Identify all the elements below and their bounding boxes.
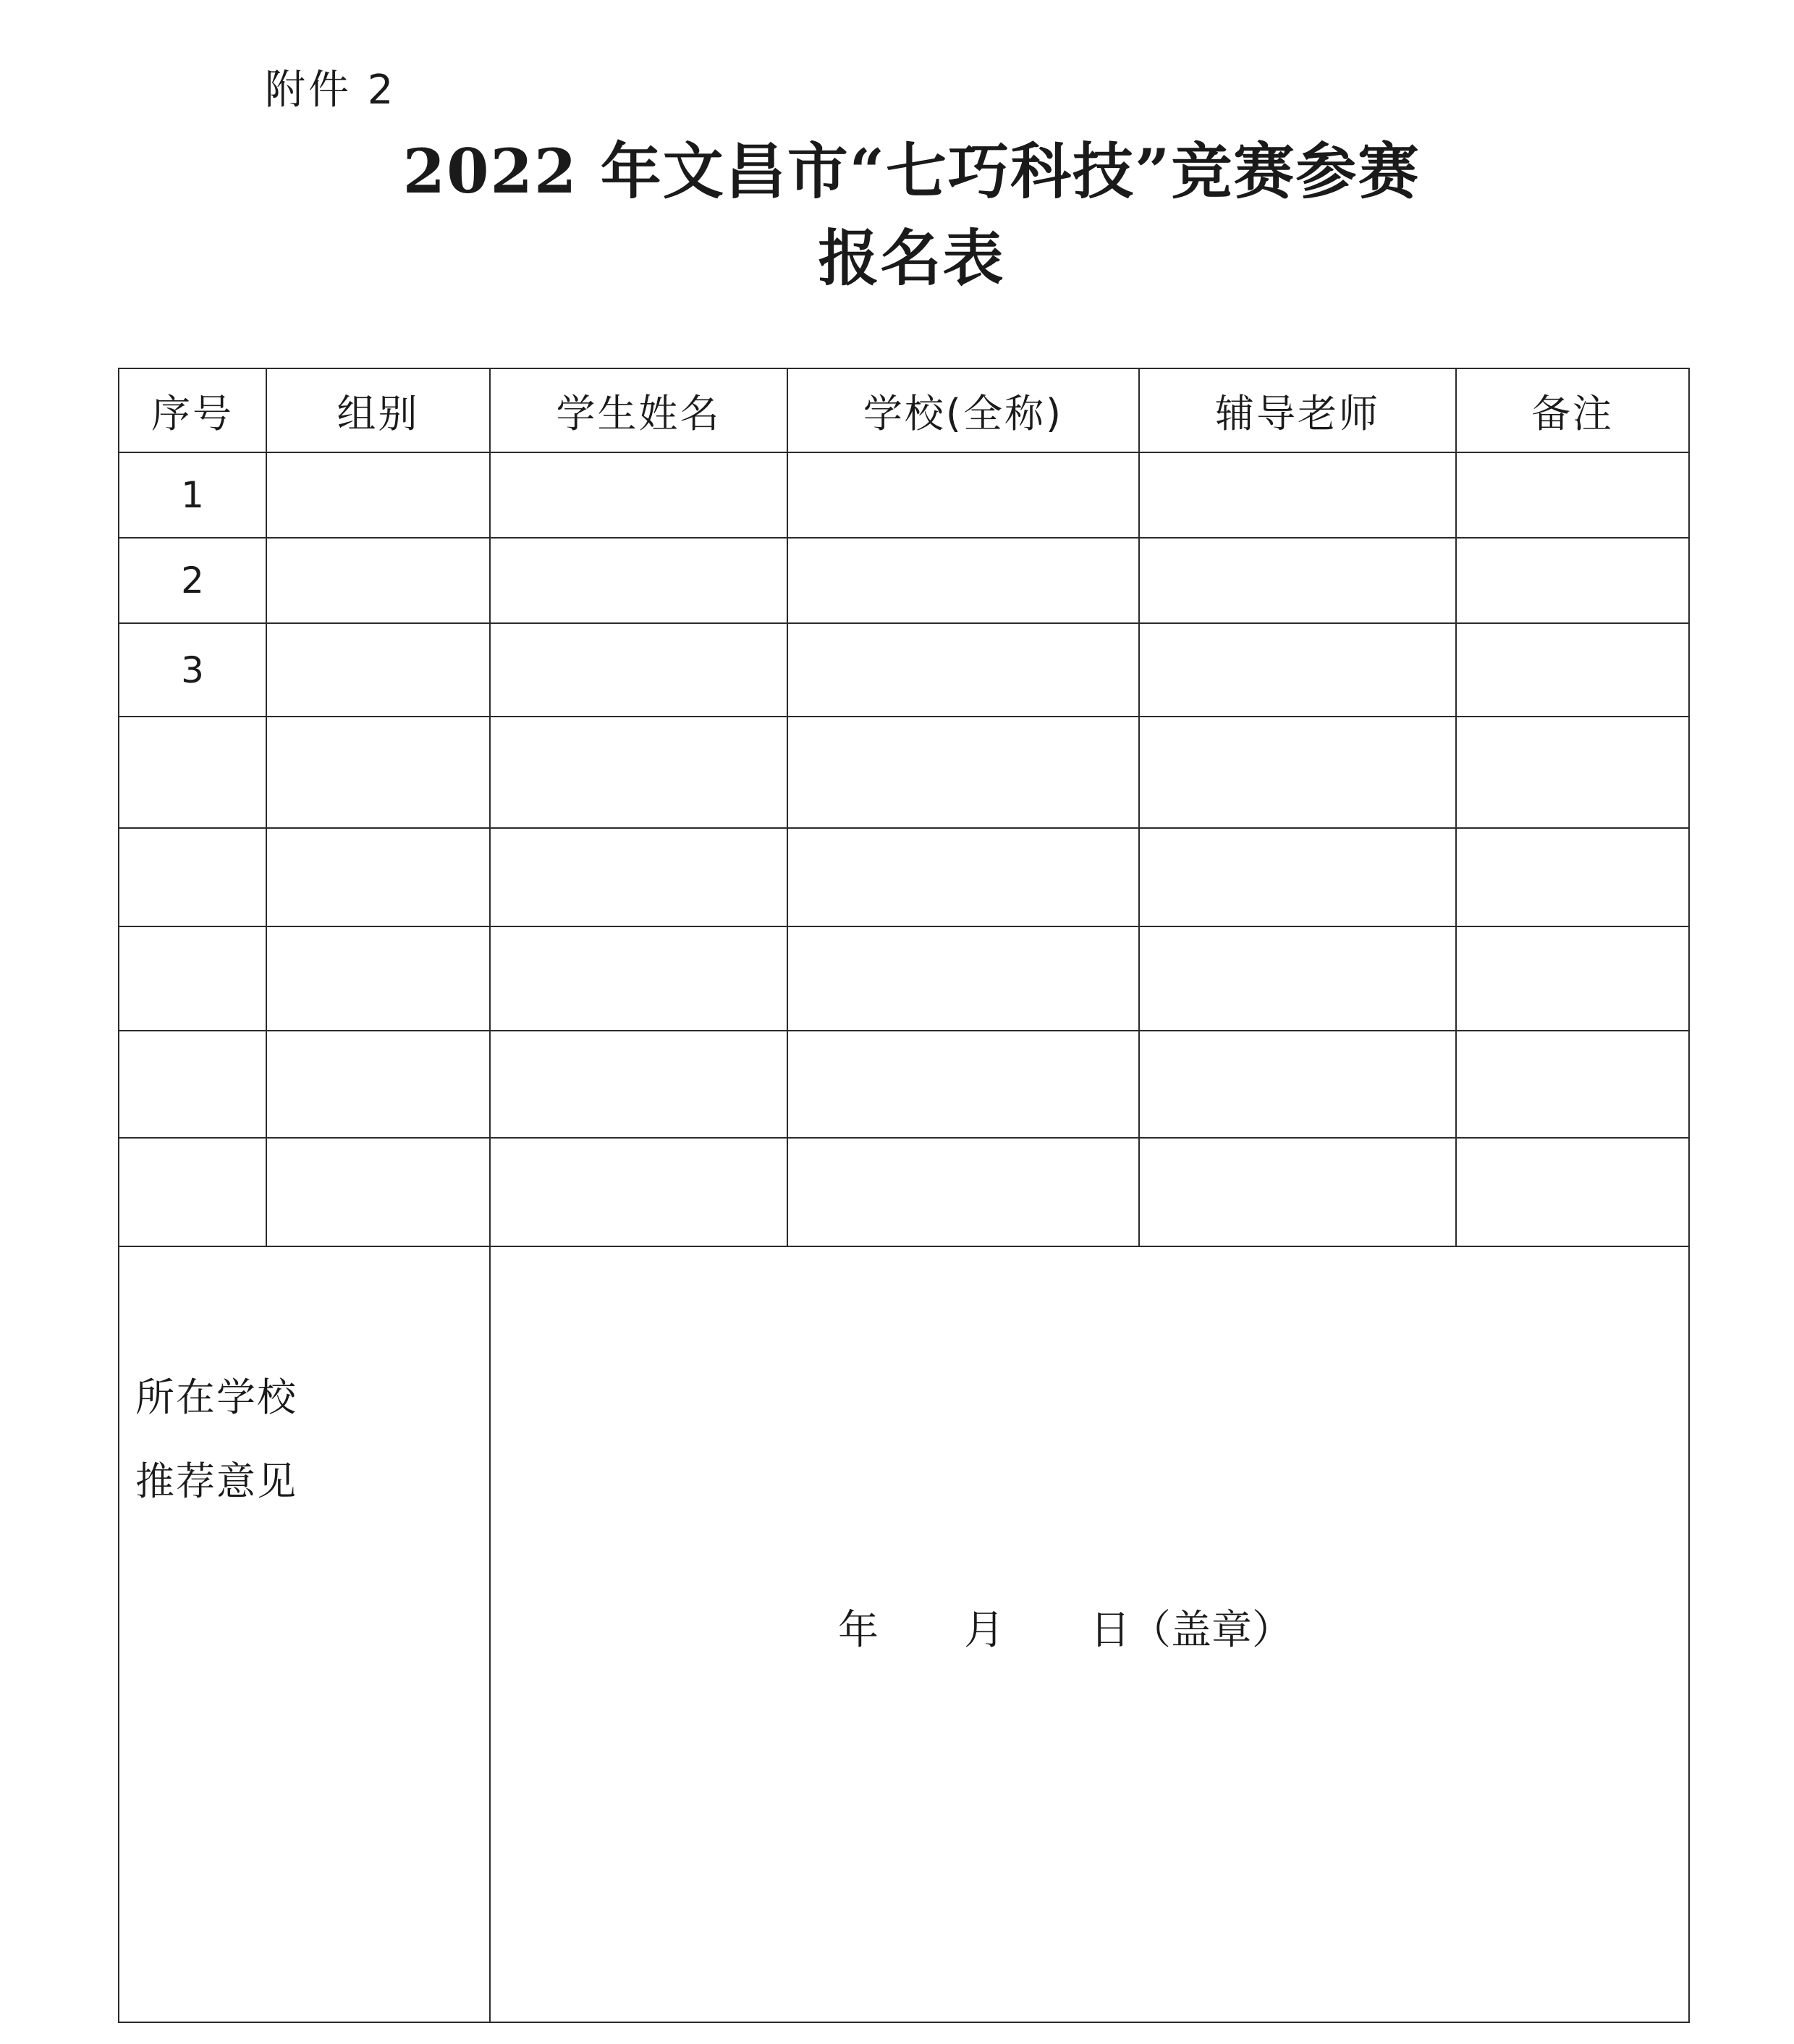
teacher-cell[interactable] (1139, 1031, 1456, 1138)
notes-cell[interactable] (1456, 717, 1689, 828)
table-row (119, 452, 1689, 538)
row-index: 3 (119, 623, 266, 717)
student-name-cell[interactable] (490, 828, 787, 926)
attachment-label: 附件 2 (265, 67, 397, 114)
school-cell[interactable] (787, 717, 1139, 828)
recommendation-label (119, 1246, 490, 2022)
school-cell[interactable] (787, 926, 1139, 1031)
row-index: 1 (119, 452, 266, 538)
group-cell[interactable] (266, 926, 490, 1031)
student-name-cell[interactable] (490, 1031, 787, 1138)
table-row (119, 623, 1689, 717)
year-label: 年 (838, 1607, 879, 1654)
table-row (119, 717, 1689, 828)
row-index (119, 1138, 266, 1246)
school-cell[interactable] (787, 623, 1139, 717)
group-cell[interactable] (266, 1031, 490, 1138)
row-index (119, 828, 266, 926)
registration-table (118, 368, 1690, 2023)
school-cell[interactable] (787, 1138, 1139, 1246)
row-index (119, 1031, 266, 1138)
column-header-school: 学校(全称) (787, 368, 1139, 452)
column-header-notes: 备注 (1456, 368, 1689, 452)
group-cell[interactable] (266, 538, 490, 623)
table-row (119, 926, 1689, 1031)
teacher-cell[interactable] (1139, 717, 1456, 828)
notes-cell[interactable] (1456, 452, 1689, 538)
student-name-cell[interactable] (490, 717, 787, 828)
notes-cell[interactable] (1456, 1138, 1689, 1246)
notes-cell[interactable] (1456, 623, 1689, 717)
teacher-cell[interactable] (1139, 452, 1456, 538)
recommendation-content[interactable] (490, 1246, 1689, 2022)
row-index (119, 717, 266, 828)
column-header-student-name: 学生姓名 (490, 368, 787, 452)
column-header-group: 组别 (266, 368, 490, 452)
teacher-cell[interactable] (1139, 1138, 1456, 1246)
table-row (119, 828, 1689, 926)
group-cell[interactable] (266, 623, 490, 717)
teacher-cell[interactable] (1139, 623, 1456, 717)
notes-cell[interactable] (1456, 828, 1689, 926)
column-header-teacher: 辅导老师 (1139, 368, 1456, 452)
school-cell[interactable] (787, 538, 1139, 623)
column-header-index: 序号 (119, 368, 266, 452)
notes-cell[interactable] (1456, 1031, 1689, 1138)
recommendation-label-line-1: 所在学校 (135, 1374, 297, 1420)
school-cell[interactable] (787, 452, 1139, 538)
student-name-cell[interactable] (490, 926, 787, 1031)
table-row (119, 1138, 1689, 1246)
stamp-label: （盖章） (1130, 1607, 1292, 1654)
school-cell[interactable] (787, 1031, 1139, 1138)
teacher-cell[interactable] (1139, 926, 1456, 1031)
teacher-cell[interactable] (1139, 538, 1456, 623)
notes-cell[interactable] (1456, 538, 1689, 623)
table-header-row (119, 368, 1689, 452)
notes-cell[interactable] (1456, 926, 1689, 1031)
teacher-cell[interactable] (1139, 828, 1456, 926)
school-cell[interactable] (787, 828, 1139, 926)
student-name-cell[interactable] (490, 1138, 787, 1246)
table-row (119, 1031, 1689, 1138)
month-label: 月 (964, 1607, 1004, 1654)
date-stamp-line (838, 1598, 1292, 1656)
recommendation-row (119, 1246, 1689, 2022)
group-cell[interactable] (266, 717, 490, 828)
form-title-line-2: 报名表 (818, 222, 1005, 294)
student-name-cell[interactable] (490, 538, 787, 623)
group-cell[interactable] (266, 452, 490, 538)
row-index: 2 (119, 538, 266, 623)
student-name-cell[interactable] (490, 623, 787, 717)
group-cell[interactable] (266, 828, 490, 926)
student-name-cell[interactable] (490, 452, 787, 538)
day-label: 日 (1090, 1607, 1130, 1654)
group-cell[interactable] (266, 1138, 490, 1246)
form-title: 2022 年文昌市“七巧科技”竞赛参赛 (402, 135, 1421, 207)
row-index (119, 926, 266, 1031)
table-row (119, 538, 1689, 623)
recommendation-label-line-2: 推荐意见 (135, 1458, 297, 1504)
